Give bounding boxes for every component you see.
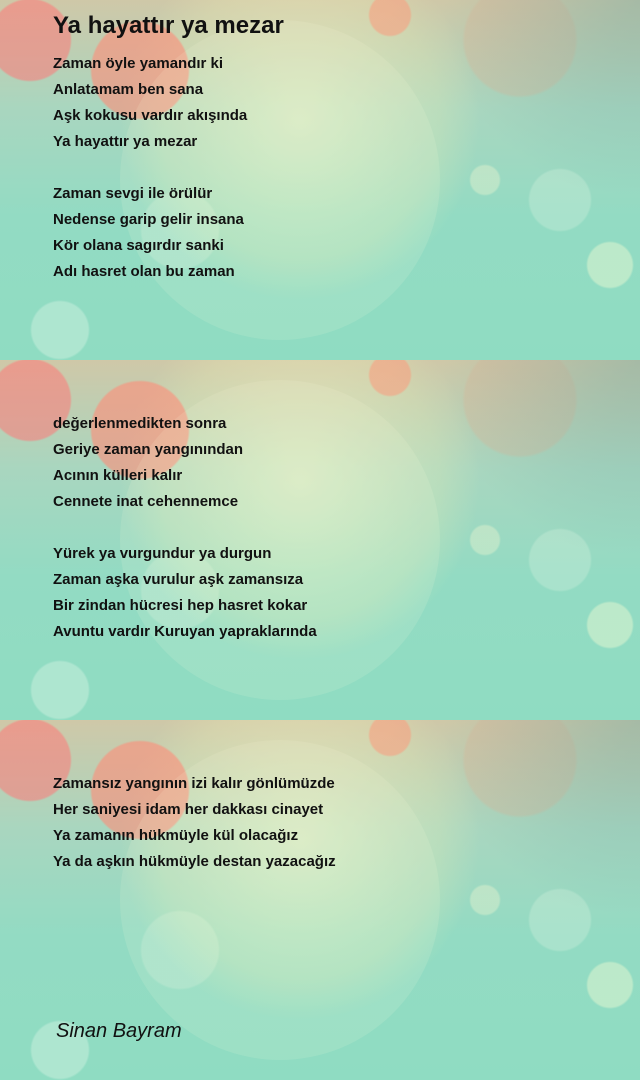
poem-line: Adı hasret olan bu zaman [53, 263, 235, 280]
poem-line: Geriye zaman yangınından [53, 441, 244, 458]
stanza-gap [53, 515, 317, 541]
poem-line: Aşk kokusu vardır akışında [53, 107, 248, 124]
stanza-gap [53, 155, 247, 181]
poem-line: Zaman sevgi ile örülür [53, 185, 213, 202]
poem-line: Nedense garip gelir insana [53, 211, 244, 228]
poem-panel-1 [0, 0, 640, 360]
poem-panel-3 [0, 720, 640, 1080]
poem-panel-2 [0, 360, 640, 720]
poem-line: Ya da aşkın hükmüyle destan yazacağız [53, 853, 336, 870]
poem-line: Cennete inat cehennemce [53, 493, 239, 510]
poem-line: Avuntu vardır Kuruyan yapraklarında [53, 623, 317, 640]
poem-line: Yürek ya vurgundur ya durgun [53, 545, 272, 562]
poem-line: Bir zindan hücresi hep hasret kokar [53, 597, 308, 614]
panel-1-text [53, 51, 247, 285]
poem-line: Zamansız yangının izi kalır gönlümüzde [53, 775, 335, 792]
poem-line: değerlenmedikten sonra [53, 415, 227, 432]
poem-line: Her saniyesi idam her dakkası cinayet [53, 801, 324, 818]
poem-line: Anlatamam ben sana [53, 81, 204, 98]
poem-line: Ya hayattır ya mezar [53, 133, 198, 150]
poem-line: Kör olana sagırdır sanki [53, 237, 224, 254]
poem-line: Ya zamanın hükmüyle kül olacağız [53, 827, 299, 844]
poem-line: Zaman öyle yamandır ki [53, 55, 224, 72]
panel-3-text [53, 771, 336, 875]
poem-author: Sinan Bayram [56, 1020, 182, 1042]
poem-line: Acının külleri kalır [53, 467, 183, 484]
panel-2-text [53, 411, 317, 645]
poem-title: Ya hayattır ya mezar [53, 12, 284, 39]
poem-line: Zaman aşka vurulur aşk zamansıza [53, 571, 304, 588]
